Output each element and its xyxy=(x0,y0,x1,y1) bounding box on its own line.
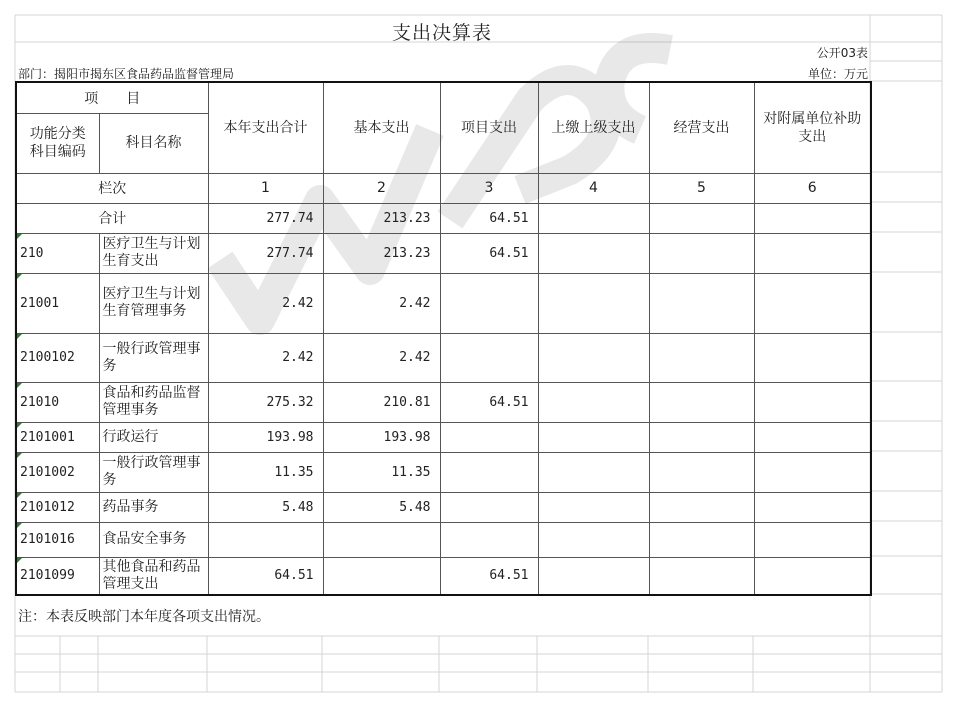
row-code: 210 xyxy=(16,233,99,273)
form-number: 公开03表 xyxy=(816,46,868,60)
row-basic xyxy=(323,557,440,595)
row-code: 2101012 xyxy=(16,492,99,522)
row-total xyxy=(208,522,323,557)
total-subsidy xyxy=(754,203,871,233)
column-index-3: 3 xyxy=(440,173,538,203)
header-basic: 基本支出 xyxy=(323,82,440,173)
row-upper xyxy=(538,422,649,452)
column-index-label: 栏次 xyxy=(16,173,208,203)
table-row xyxy=(16,382,871,422)
row-upper xyxy=(538,557,649,595)
header-subsidy: 对附属单位补助支出 xyxy=(754,82,871,173)
row-upper xyxy=(538,522,649,557)
table-row xyxy=(16,422,871,452)
total-label: 合计 xyxy=(16,203,208,233)
total-row xyxy=(16,203,871,233)
row-basic: 5.48 xyxy=(323,492,440,522)
header-upper: 上缴上级支出 xyxy=(538,82,649,173)
row-upper xyxy=(538,492,649,522)
table-row xyxy=(16,492,871,522)
table-row xyxy=(16,273,871,333)
row-project: 64.51 xyxy=(440,233,538,273)
row-subsidy xyxy=(754,422,871,452)
total-upper xyxy=(538,203,649,233)
row-subsidy xyxy=(754,382,871,422)
row-code: 21010 xyxy=(16,382,99,422)
row-code: 2101002 xyxy=(16,452,99,492)
table-row xyxy=(16,522,871,557)
row-upper xyxy=(538,452,649,492)
row-total: 5.48 xyxy=(208,492,323,522)
row-business xyxy=(649,557,754,595)
header-name: 科目名称 xyxy=(99,113,208,173)
row-business xyxy=(649,492,754,522)
department-label: 部门：揭阳市揭东区食品药品监督管理局 xyxy=(18,67,235,81)
row-business xyxy=(649,273,754,333)
row-total: 277.74 xyxy=(208,233,323,273)
row-project xyxy=(440,422,538,452)
column-index-1: 1 xyxy=(208,173,323,203)
row-project xyxy=(440,333,538,382)
row-business xyxy=(649,422,754,452)
item-header: 项 目 xyxy=(16,82,208,113)
row-basic: 2.42 xyxy=(323,273,440,333)
row-total: 2.42 xyxy=(208,333,323,382)
row-subsidy xyxy=(754,557,871,595)
total-project: 64.51 xyxy=(440,203,538,233)
row-business xyxy=(649,233,754,273)
row-name: 其他食品和药品管理支出 xyxy=(99,557,208,595)
row-upper xyxy=(538,233,649,273)
unit-label: 单位：万元 xyxy=(807,67,868,81)
row-name: 一般行政管理事务 xyxy=(99,333,208,382)
row-basic: 2.42 xyxy=(323,333,440,382)
row-total: 2.42 xyxy=(208,273,323,333)
row-subsidy xyxy=(754,273,871,333)
header-code: 功能分类 科目编码 xyxy=(16,113,99,173)
row-basic: 210.81 xyxy=(323,382,440,422)
row-code: 2101016 xyxy=(16,522,99,557)
row-name: 药品事务 xyxy=(99,492,208,522)
row-project xyxy=(440,273,538,333)
row-basic xyxy=(323,522,440,557)
column-index-6: 6 xyxy=(754,173,871,203)
row-project xyxy=(440,522,538,557)
row-name: 一般行政管理事务 xyxy=(99,452,208,492)
table-row xyxy=(16,452,871,492)
expenditure-table xyxy=(15,81,872,596)
row-basic: 213.23 xyxy=(323,233,440,273)
row-code: 21001 xyxy=(16,273,99,333)
row-basic: 11.35 xyxy=(323,452,440,492)
table-row xyxy=(16,557,871,595)
row-upper xyxy=(538,273,649,333)
row-subsidy xyxy=(754,492,871,522)
header-project: 项目支出 xyxy=(440,82,538,173)
row-business xyxy=(649,333,754,382)
total-business xyxy=(649,203,754,233)
header-business: 经营支出 xyxy=(649,82,754,173)
row-project xyxy=(440,452,538,492)
row-code: 2101001 xyxy=(16,422,99,452)
column-index-5: 5 xyxy=(649,173,754,203)
row-business xyxy=(649,522,754,557)
row-business xyxy=(649,382,754,422)
row-name: 行政运行 xyxy=(99,422,208,452)
row-subsidy xyxy=(754,333,871,382)
row-total: 275.32 xyxy=(208,382,323,422)
row-subsidy xyxy=(754,522,871,557)
footnote: 注：本表反映部门本年度各项支出情况。 xyxy=(18,609,270,625)
report-title: 支出决算表 xyxy=(391,22,492,44)
row-total: 11.35 xyxy=(208,452,323,492)
row-upper xyxy=(538,382,649,422)
column-index-4: 4 xyxy=(538,173,649,203)
row-business xyxy=(649,452,754,492)
row-project xyxy=(440,492,538,522)
total-amount: 277.74 xyxy=(208,203,323,233)
row-total: 193.98 xyxy=(208,422,323,452)
row-name: 医疗卫生与计划生育管理事务 xyxy=(99,273,208,333)
total-basic: 213.23 xyxy=(323,203,440,233)
table-row xyxy=(16,333,871,382)
row-upper xyxy=(538,333,649,382)
row-subsidy xyxy=(754,452,871,492)
row-subsidy xyxy=(754,233,871,273)
row-code: 2101099 xyxy=(16,557,99,595)
table-row xyxy=(16,233,871,273)
row-code: 2100102 xyxy=(16,333,99,382)
row-name: 食品和药品监督管理事务 xyxy=(99,382,208,422)
header-total: 本年支出合计 xyxy=(208,82,323,173)
column-index-2: 2 xyxy=(323,173,440,203)
row-total: 64.51 xyxy=(208,557,323,595)
row-project: 64.51 xyxy=(440,382,538,422)
row-project: 64.51 xyxy=(440,557,538,595)
row-basic: 193.98 xyxy=(323,422,440,452)
row-name: 医疗卫生与计划生育支出 xyxy=(99,233,208,273)
row-name: 食品安全事务 xyxy=(99,522,208,557)
